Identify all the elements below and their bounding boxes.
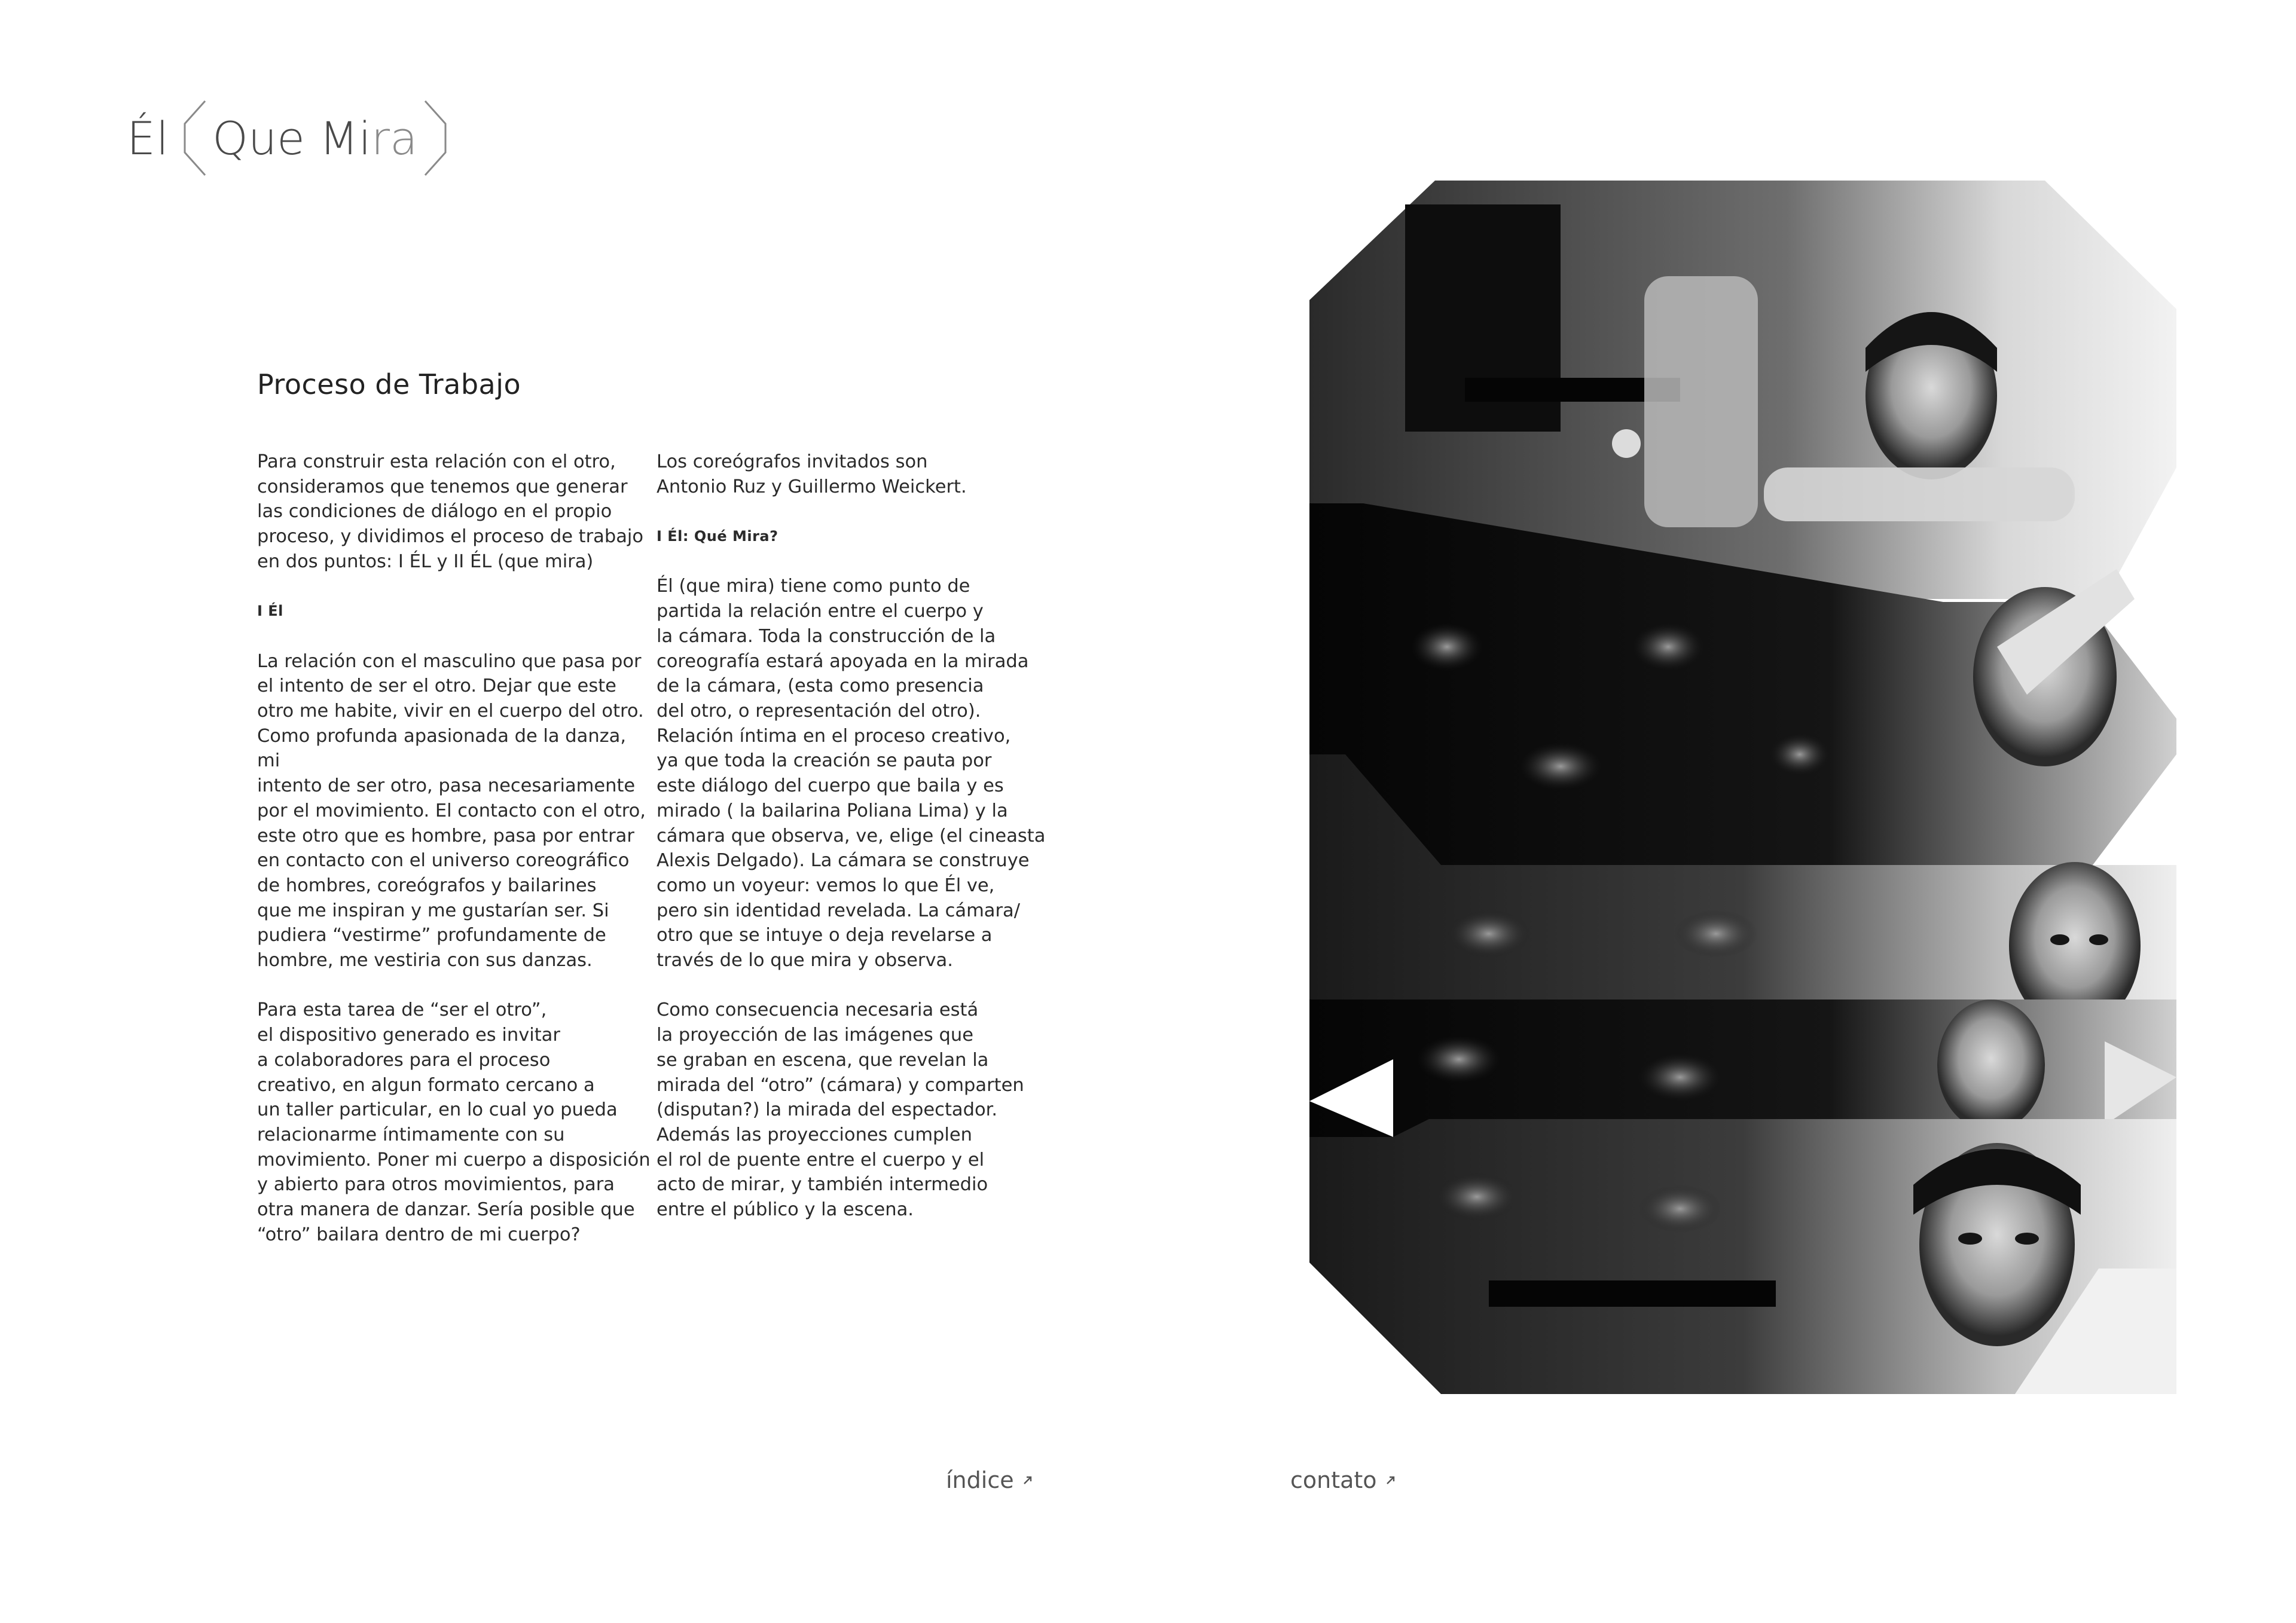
body-paragraph: Para esta tarea de “ser el otro”, el dispositivo generado es invitar a colaboradores para el proceso creativo, en algun formato cercano a un taller particular, en lo cual yo pueda relacionarme íntimamente con su movimiento. Poner mi cuerpo a disposición y abierto para otros movimientos, para otra manera de danzar. Sería posible que “otro” bailara dentro de mi cuerpo? bbox=[257, 1000, 651, 1245]
body-paragraph: Para construir esta relación con el otro, consideramos que tenemos que generar las condiciones de diálogo en el propio proceso, y dividimos el proceso de trabajo en dos puntos: I ÉL y II ÉL (que mira) bbox=[257, 451, 644, 572]
logo-word-el: Él bbox=[127, 111, 170, 165]
arrow-northeast-icon bbox=[1385, 1475, 1396, 1486]
bracket-left-icon bbox=[181, 100, 209, 176]
nav-contato-label: contato bbox=[1290, 1467, 1377, 1493]
nav-indice-label: índice bbox=[946, 1467, 1014, 1493]
photo-collage-svg bbox=[1309, 181, 2176, 1395]
logo-word-ra: ra bbox=[371, 111, 418, 165]
logo-word-que-mi: Que Mi bbox=[212, 111, 371, 165]
text-column-right bbox=[657, 450, 1051, 1247]
body-paragraph: Él (que mira) tiene como punto de partida la relación entre el cuerpo y la cámara. Toda la construcción de la coreografía estará apoyada en la mirada de la cámara, (esta como presencia del otro, o representación del otro). Relación íntima en el proceso creativo, ya que toda la creación se pauta por este diálogo del cuerpo que baila y es mirado ( la bailarina Poliana Lima) y la cámara que observa, ve, elige (el cineasta Alexis Delgado). La cámara se construye como un voyeur: vemos lo que Él ve, pero sin identidad revelada. La cámara/ otro que se intuye o deja revelarse a través de lo que mira y observa. bbox=[657, 576, 1046, 971]
bracket-right-icon bbox=[422, 100, 449, 176]
page-title: Proceso de Trabajo bbox=[257, 368, 521, 401]
section-subhead: I Él bbox=[257, 603, 283, 620]
body-paragraph: Los coreógrafos invitados son Antonio Ruz y Guillermo Weickert. bbox=[657, 451, 967, 497]
nav-indice-link[interactable] bbox=[946, 1467, 1033, 1493]
nav-contato-link[interactable] bbox=[1290, 1467, 1396, 1493]
arrow-northeast-icon bbox=[1022, 1475, 1033, 1486]
site-logo[interactable] bbox=[127, 99, 449, 177]
logo-word-que-mira bbox=[212, 112, 417, 165]
photo-collage bbox=[1309, 181, 2176, 1395]
section-subhead: I Él: Qué Mira? bbox=[657, 528, 778, 545]
body-paragraph: La relación con el masculino que pasa por el intento de ser el otro. Dejar que este otro me habite, vivir en el cuerpo del otro. Como profunda apasionada de la danza, mi intento de ser otro, pasa necesariamente por el movimiento. El contacto con el otro, este otro que es hombre, pasa por entrar en contacto con el universo coreográfico de hombres, coreógrafos y bailarines que me inspiran y me gustarían ser. Si pudiera “vestirme” profundamente de hombre, me vestiria con sus danzas. bbox=[257, 650, 646, 971]
text-column-left bbox=[257, 450, 652, 1272]
body-paragraph: Como consecuencia necesaria está la proyección de las imágenes que se graban en escena, que revelan la mirada del “otro” (cámara) y comparten (disputan?) la mirada del espectador. Además las proyecciones cumplen el rol de puente entre el cuerpo y el acto de mirar, y también intermedio entre el público y la escena. bbox=[657, 1000, 1024, 1221]
